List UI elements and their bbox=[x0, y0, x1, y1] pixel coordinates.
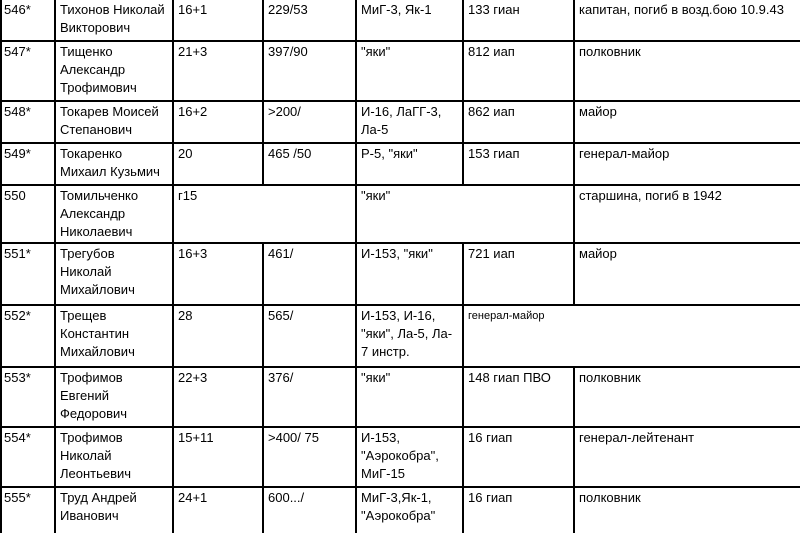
cell-number bbox=[0, 42, 56, 102]
cell-name bbox=[56, 368, 174, 428]
aircraft: И-153, "яки" bbox=[361, 246, 433, 261]
rank: капитан, погиб в возд.бою 10.9.43 bbox=[579, 2, 784, 17]
cell-aircraft bbox=[357, 0, 464, 42]
cell-unit bbox=[464, 306, 800, 368]
row-number: 546* bbox=[4, 2, 31, 17]
aircraft: И-153, "Аэрокобра", МиГ-15 bbox=[361, 430, 439, 481]
cell-number bbox=[0, 0, 56, 42]
cell-record bbox=[174, 144, 264, 186]
row-number: 554* bbox=[4, 430, 31, 445]
cell-rank bbox=[575, 102, 800, 144]
pilot-name: Томильченко Александр Николаевич bbox=[60, 188, 139, 239]
cell-unit bbox=[464, 488, 575, 533]
cell-record bbox=[174, 306, 264, 368]
cell-sorties bbox=[264, 102, 357, 144]
unit: 862 иап bbox=[468, 104, 515, 119]
cell-sorties bbox=[264, 144, 357, 186]
cell-name bbox=[56, 488, 174, 533]
cell-record bbox=[174, 102, 264, 144]
victories: 16+1 bbox=[178, 2, 208, 17]
row-number: 549* bbox=[4, 146, 31, 161]
pilot-name: Тищенко Александр Трофимович bbox=[60, 44, 137, 95]
cell-unit bbox=[464, 0, 575, 42]
aircraft: И-153, И-16, "яки", Ла-5, Ла- 7 инстр. bbox=[361, 308, 453, 359]
cell-number bbox=[0, 144, 56, 186]
cell-name bbox=[56, 144, 174, 186]
cell-rank bbox=[575, 42, 800, 102]
unit: 153 гиап bbox=[468, 146, 520, 161]
cell-name bbox=[56, 0, 174, 42]
pilot-name: Токарев Моисей Степанович bbox=[60, 104, 159, 137]
pilot-name: Трофимов Николай Леонтьевич bbox=[60, 430, 132, 481]
aircraft: МиГ-3, Як-1 bbox=[361, 2, 432, 17]
cell-record bbox=[174, 42, 264, 102]
row-number: 548* bbox=[4, 104, 31, 119]
cell-name bbox=[56, 428, 174, 488]
rank: полковник bbox=[579, 370, 641, 385]
sorties: >200/ bbox=[268, 104, 301, 119]
rank: генерал-лейтенант bbox=[579, 430, 695, 445]
table-row bbox=[0, 368, 800, 428]
aircraft: "яки" bbox=[361, 44, 391, 59]
sorties: 600.../ bbox=[268, 490, 305, 505]
table-row bbox=[0, 244, 800, 306]
table-row bbox=[0, 144, 800, 186]
victories: 22+3 bbox=[178, 370, 208, 385]
row-number: 552* bbox=[4, 308, 31, 323]
victories: 16+2 bbox=[178, 104, 208, 119]
sorties: 397/90 bbox=[268, 44, 308, 59]
unit: 16 гиап bbox=[468, 430, 513, 445]
cell-unit bbox=[464, 102, 575, 144]
unit: 133 гиан bbox=[468, 2, 520, 17]
cell-record bbox=[174, 368, 264, 428]
victories: 28 bbox=[178, 308, 193, 323]
cell-aircraft bbox=[357, 244, 464, 306]
aircraft: Р-5, "яки" bbox=[361, 146, 418, 161]
cell-unit bbox=[464, 244, 575, 306]
cell-aircraft bbox=[357, 306, 464, 368]
pilot-name: Труд Андрей Иванович bbox=[60, 490, 137, 523]
sorties: 229/53 bbox=[268, 2, 308, 17]
table-row bbox=[0, 306, 800, 368]
rank: генерал-майор bbox=[579, 146, 670, 161]
pilot-name: Трофимов Евгений Федорович bbox=[60, 370, 128, 421]
cell-sorties bbox=[264, 42, 357, 102]
row-number: 551* bbox=[4, 246, 31, 261]
cell-rank bbox=[575, 428, 800, 488]
pilot-name: Токаренко Михаил Кузьмич bbox=[60, 146, 160, 179]
cell-rank bbox=[575, 144, 800, 186]
rank: старшина, погиб в 1942 bbox=[579, 188, 722, 203]
table-row bbox=[0, 42, 800, 102]
cell-name bbox=[56, 102, 174, 144]
cell-number bbox=[0, 102, 56, 144]
cell-rank bbox=[575, 244, 800, 306]
sorties: 376/ bbox=[268, 370, 294, 385]
cell-sorties bbox=[264, 368, 357, 428]
table-row bbox=[0, 428, 800, 488]
victories: г15 bbox=[178, 188, 198, 203]
cell-name bbox=[56, 42, 174, 102]
cell-sorties bbox=[264, 244, 357, 306]
pilot-name: Трещев Константин Михайлович bbox=[60, 308, 135, 359]
cell-unit bbox=[464, 144, 575, 186]
unit: генерал-майор bbox=[468, 310, 545, 322]
cell-rank bbox=[575, 368, 800, 428]
row-number: 555* bbox=[4, 490, 31, 505]
cell-sorties bbox=[264, 306, 357, 368]
cell-aircraft bbox=[357, 186, 575, 244]
cell-number bbox=[0, 368, 56, 428]
cell-number bbox=[0, 244, 56, 306]
row-number: 547* bbox=[4, 44, 31, 59]
cell-unit bbox=[464, 42, 575, 102]
sorties: 565/ bbox=[268, 308, 294, 323]
rank: майор bbox=[579, 104, 617, 119]
sorties: >400/ 75 bbox=[268, 430, 319, 445]
victories: 20 bbox=[178, 146, 193, 161]
cell-record bbox=[174, 488, 264, 533]
aircraft: И-16, ЛаГГ-3, Ла-5 bbox=[361, 104, 442, 137]
cell-sorties bbox=[264, 0, 357, 42]
table-row bbox=[0, 488, 800, 533]
cell-number bbox=[0, 428, 56, 488]
cell-record bbox=[174, 244, 264, 306]
sorties: 461/ bbox=[268, 246, 294, 261]
sorties: 465 /50 bbox=[268, 146, 312, 161]
cell-name bbox=[56, 306, 174, 368]
aircraft: "яки" bbox=[361, 188, 391, 203]
row-number: 550 bbox=[4, 188, 26, 203]
victories: 21+3 bbox=[178, 44, 208, 59]
cell-record bbox=[174, 428, 264, 488]
cell-name bbox=[56, 244, 174, 306]
rank: майор bbox=[579, 246, 617, 261]
unit: 812 иап bbox=[468, 44, 515, 59]
cell-unit bbox=[464, 428, 575, 488]
cell-aircraft bbox=[357, 428, 464, 488]
aircraft: "яки" bbox=[361, 370, 391, 385]
cell-sorties bbox=[264, 428, 357, 488]
cell-aircraft bbox=[357, 102, 464, 144]
victories: 24+1 bbox=[178, 490, 208, 505]
pilot-name: Трегубов Николай Михайлович bbox=[60, 246, 135, 297]
cell-rank bbox=[575, 0, 800, 42]
table-row bbox=[0, 102, 800, 144]
cell-rank bbox=[575, 488, 800, 533]
cell-sorties bbox=[264, 488, 357, 533]
unit: 148 гиап ПВО bbox=[468, 370, 551, 385]
rank: полковник bbox=[579, 44, 641, 59]
rank: полковник bbox=[579, 490, 641, 505]
cell-name bbox=[56, 186, 174, 244]
cell-aircraft bbox=[357, 42, 464, 102]
cell-rank bbox=[575, 186, 800, 244]
cell-aircraft bbox=[357, 144, 464, 186]
aircraft: МиГ-3,Як-1, "Аэрокобра" bbox=[361, 490, 436, 523]
cell-number bbox=[0, 306, 56, 368]
pilot-name: Тихонов Николай Викторович bbox=[60, 2, 165, 35]
unit: 721 иап bbox=[468, 246, 515, 261]
cell-aircraft bbox=[357, 488, 464, 533]
cell-record bbox=[174, 0, 264, 42]
table-row bbox=[0, 0, 800, 42]
victories: 15+11 bbox=[178, 430, 214, 445]
cell-record bbox=[174, 186, 357, 244]
unit: 16 гиап bbox=[468, 490, 513, 505]
table-row bbox=[0, 186, 800, 244]
cell-number bbox=[0, 186, 56, 244]
cell-unit bbox=[464, 368, 575, 428]
cell-aircraft bbox=[357, 368, 464, 428]
row-number: 553* bbox=[4, 370, 31, 385]
victories: 16+3 bbox=[178, 246, 208, 261]
cell-number bbox=[0, 488, 56, 533]
